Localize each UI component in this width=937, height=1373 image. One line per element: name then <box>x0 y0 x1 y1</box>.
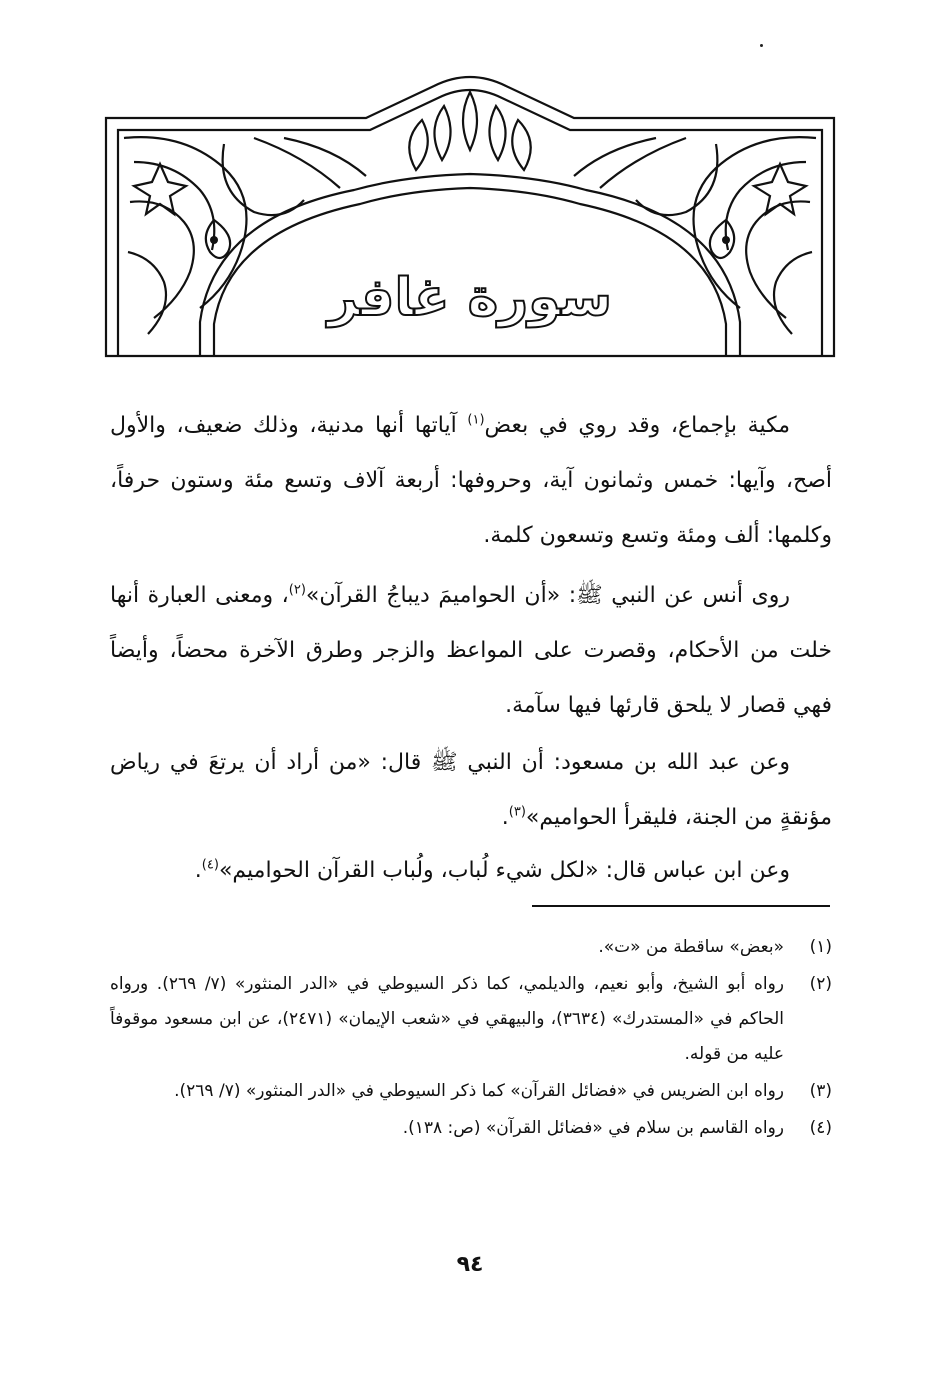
stray-dot <box>760 44 763 47</box>
paragraph-1 <box>110 398 832 563</box>
footnote-ref-3[interactable]: (٣) <box>508 804 526 820</box>
footnote-ref-2[interactable]: (٢) <box>288 582 306 598</box>
footnote-number: (١) <box>809 937 832 957</box>
footnote-text: رواه القاسم بن سلام في «فضائل القرآن» (ص: ١٣٨). <box>402 1118 784 1138</box>
paragraph-1-text-start: مكية بإجماع، وقد روي في بعض <box>484 413 791 438</box>
footnote-number: (٣) <box>809 1081 832 1101</box>
paragraph-1-text-end: آياتها أنها مدنية، وذلك ضعيف، والأول أصح، وآيها: خمس وثمانون آية، وحروفها: أربعة آلاف وتسع مئة وستون حرفاً، وكلمها: ألف ومئة وتسع وتسعون كلمة. <box>110 413 832 548</box>
surah-title: سورة غافر <box>328 268 612 328</box>
footnote-separator <box>532 905 830 907</box>
footnote-1 <box>110 930 832 965</box>
footnote-text: رواه ابن الضريس في «فضائل القرآن» كما ذكر السيوطي في «الدر المنثور» (٧/ ٢٦٩). <box>174 1081 784 1101</box>
footnote-number: (٤) <box>809 1118 832 1138</box>
footnote-ref-4[interactable]: (٤) <box>201 857 219 873</box>
footnote-ref-1[interactable]: (١) <box>467 412 485 428</box>
page-number: ٩٤ <box>456 1252 484 1277</box>
paragraph-4 <box>110 843 832 898</box>
footnote-2 <box>110 967 832 1072</box>
paragraph-3-text-end: . <box>501 805 509 830</box>
paragraph-3-text-start: وعن عبد الله بن مسعود: أن النبي ﷺ قال: «من أراد أن يرتعَ في رياض مؤنقةٍ من الجنة، فليقرأ الحواميم» <box>110 750 832 830</box>
paragraph-4-text-start: وعن ابن عباس قال: «لكل شيء لُباب، ولُباب القرآن الحواميم» <box>218 858 790 883</box>
footnote-text: رواه أبو الشيخ، وأبو نعيم، والديلمي، كما ذكر السيوطي في «الدر المنثور» (٧/ ٢٦٩). ورواه الحاكم في «المستدرك» (٣٦٣٤)، والبيهقي في «شعب الإيمان» (٢٤٧١)، عن ابن مسعود موقوفاً عليه من قوله. <box>110 974 784 1064</box>
footnote-number: (٢) <box>809 974 832 994</box>
footnotes <box>110 930 832 1148</box>
footnote-text: «بعض» ساقطة من «ت». <box>598 937 784 957</box>
footnote-4 <box>110 1111 832 1146</box>
paragraph-3 <box>110 735 832 845</box>
paragraph-2-text-end: ، ومعنى العبارة أنها خلت من الأحكام، وقصرت على المواعظ والزجر وطرق الآخرة محضاً، وأيضاً فهي قصار لا يلحق قارئها فيها سآمة. <box>110 583 832 718</box>
paragraph-2-text-start: روى أنس عن النبي ﷺ: «أن الحواميمَ ديباجُ القرآن» <box>305 583 790 608</box>
footnote-3 <box>110 1074 832 1109</box>
paragraph-2 <box>110 568 832 733</box>
paragraph-4-text-end: . <box>194 858 202 883</box>
